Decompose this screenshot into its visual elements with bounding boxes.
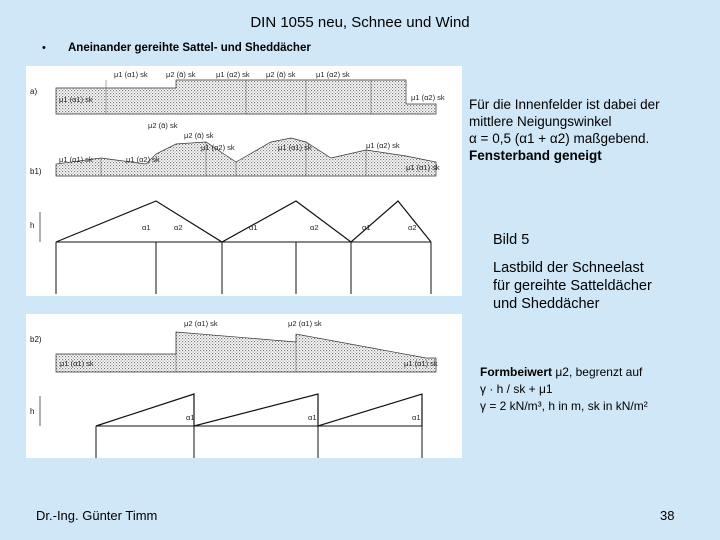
row-a-label: a): [30, 87, 38, 96]
load-text-b1-8: μ1 (α2) sk: [126, 155, 160, 164]
note-line-3: α = 0,5 (α1 + α2) maßgebend.: [469, 131, 650, 146]
formula-line-1: [480, 364, 715, 381]
load-text-b1-2: μ2 (ᾱ) sk: [148, 121, 178, 130]
angle-top-2: α2: [174, 223, 183, 232]
caption-line-2: für gereihte Satteldächer: [493, 278, 652, 294]
load-text-a-1: μ1 (α1) sk: [59, 95, 93, 104]
angle-top-6: α2: [408, 223, 417, 232]
load-text-a-7: μ1 (α2) sk: [411, 93, 445, 102]
angle-bottom-3: α1: [412, 413, 421, 422]
h-label-top: h: [30, 221, 35, 230]
load-text-b2-3: μ1 (α1) sk: [60, 359, 94, 368]
load-band-b2: [56, 332, 436, 372]
load-text-b1-3: μ1 (α1) sk: [59, 155, 93, 164]
load-text-a-5: μ1 (α2) sk: [316, 70, 350, 79]
load-text-b1-1: μ2 (ᾱ) sk: [184, 131, 214, 140]
load-text-b2-4: μ1 (α1) sk: [404, 359, 438, 368]
row-b1-label: b1): [30, 167, 42, 176]
formula-line-1-bold: Formbeiwert: [480, 365, 553, 379]
load-text-b2-2: μ2 (α1) sk: [288, 319, 322, 328]
bullet-marker: •: [42, 42, 46, 54]
caption-line-3: und Sheddächer: [493, 296, 600, 312]
formula-line-2: γ · h / sk + μ1: [480, 382, 553, 396]
angle-bottom-2: α1: [308, 413, 317, 422]
bullet-text: Aneinander gereihte Sattel- und Sheddächer: [68, 42, 311, 54]
formula-line-3: γ = 2 kN/m³, h in m, sk in kN/m²: [480, 399, 648, 413]
angle-top-4: α2: [310, 223, 319, 232]
roof-profile-top: [56, 201, 431, 242]
load-text-a-6: μ1 (α1) sk: [114, 70, 148, 79]
angle-top-1: α1: [142, 223, 151, 232]
inner-field-note: [469, 96, 709, 164]
load-text-a-3: μ1 (α2) sk: [216, 70, 250, 79]
shed-roof-load-figure: [26, 314, 462, 458]
angle-top-3: α1: [249, 223, 258, 232]
load-text-b1-6: μ1 (α2) sk: [366, 141, 400, 150]
footer-author: Dr.-Ing. Günter Timm: [36, 508, 158, 523]
shed-roof-diagram: [26, 314, 462, 458]
slide-title: DIN 1055 neu, Schnee und Wind: [250, 14, 470, 31]
note-line-1: Für die Innenfelder ist dabei der: [469, 97, 660, 112]
saddle-roof-load-figure: [26, 66, 462, 296]
note-line-4: Fensterband geneigt: [469, 148, 602, 163]
load-text-b2-1: μ2 (α1) sk: [184, 319, 218, 328]
angle-bottom-1: α1: [186, 413, 195, 422]
formula-line-1-rest: μ2, begrenzt auf: [552, 365, 643, 379]
load-text-b1-4: μ1 (α2) sk: [201, 143, 235, 152]
load-text-a-4: μ2 (ᾱ) sk: [266, 70, 296, 79]
load-text-b1-5: μ1 (α1) sk: [278, 143, 312, 152]
load-text-b1-7: μ1 (α1) sk: [406, 163, 440, 172]
load-text-a-2: μ2 (ᾱ) sk: [166, 70, 196, 79]
roof-profile-bottom: [96, 394, 422, 426]
caption-line-1: Lastbild der Schneelast: [493, 260, 644, 276]
saddle-roof-diagram: [26, 66, 462, 296]
row-b2-label: b2): [30, 335, 42, 344]
page-number: 38: [660, 508, 675, 523]
h-label-bottom: h: [30, 407, 35, 416]
angle-top-5: α1: [362, 223, 371, 232]
caption-label: Bild 5: [493, 232, 530, 248]
note-line-2: mittlere Neigungswinkel: [469, 114, 612, 129]
shape-coefficient-note: [480, 364, 715, 415]
figure-caption: [493, 231, 713, 313]
